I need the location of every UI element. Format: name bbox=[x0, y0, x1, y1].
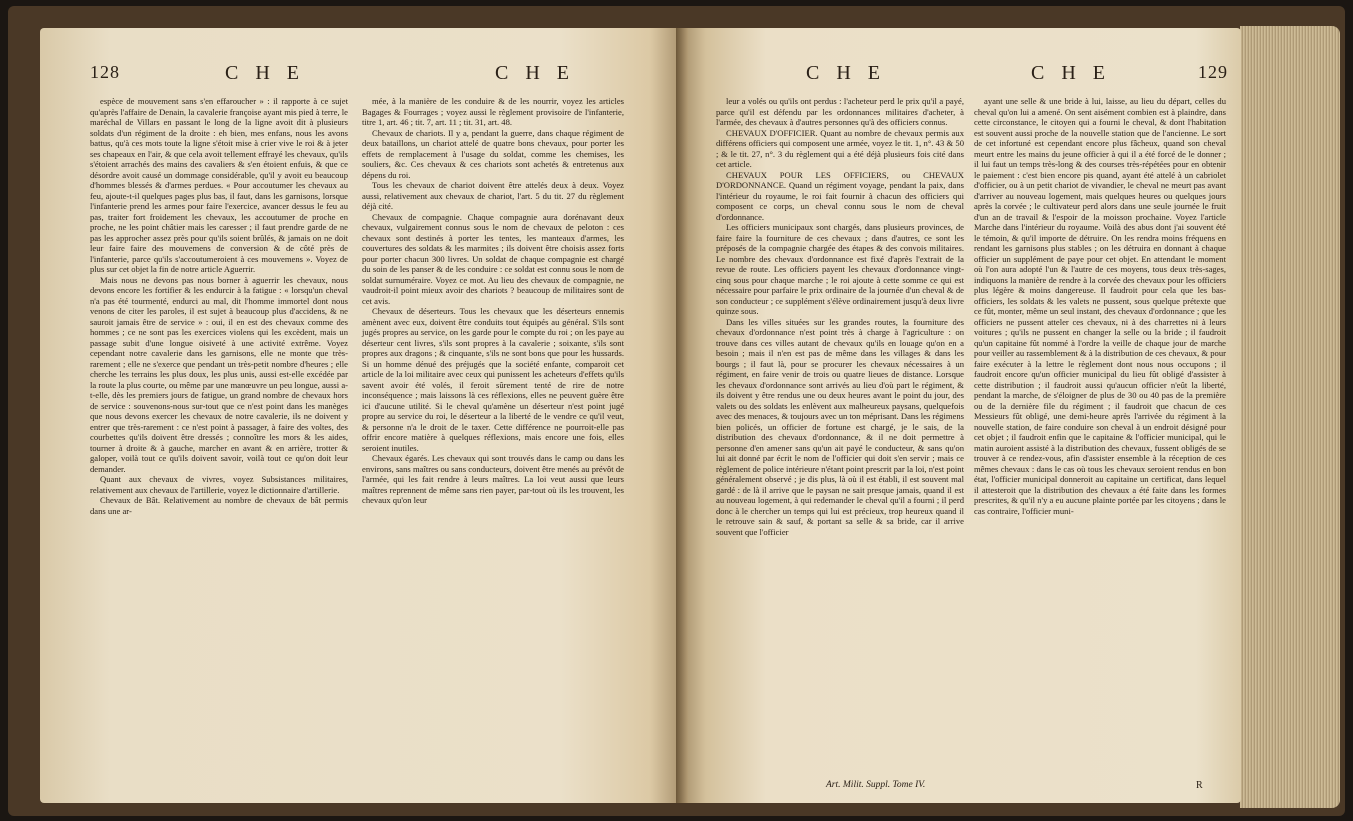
book-gutter bbox=[676, 28, 688, 803]
paragraph: Chevaux de déserteurs. Tous les chevaux que les déserteurs ennemis amènent avec eux, doivent être conduits tout équipés au général. S'ils sont jugés propres au service, on les garde pour le compte du roi ; on les paye au déserteur cent livres, s'ils sont propres à la cavalerie ; soixante, s'ils sont propres aux dragons ; & cinquante, s'ils ne sont bons que pour les hussards. Si un homme dénué des préjugés que la société enfante, comparoit cet article de la loi militaire avec ceux qui punissent les acheteurs d'effets qu'ils savent avoir été volés, il feroit sûrement tenté de rire de notre inconséquence ; mais laissons là ces réflexions, elles ne peuvent guère être ici d'aucune utilité. Si le cheval qu'amène un déserteur n'est point jugé propre au service du roi, le déserteur a la liberté de le vendre ce qu'il veut, & personne n'a le droit de le taxer. Cette différence ne pourroit-elle pas offrir encore matière à quelques réflexions, mais encore une fois, elles seroient inutiles. bbox=[362, 306, 624, 453]
footer-signature-line: Art. Milit. Suppl. Tome IV. bbox=[826, 780, 926, 790]
running-head-right-b: C H E bbox=[1031, 62, 1111, 84]
paragraph: CHEVAUX POUR LES OFFICIERS, ou CHEVAUX D'ORDONNANCE. Quand un régiment voyage, pendant la paix, dans l'intérieur du royaume, le roi fait fournir à chacun des officiers qui composent ce corps, un cheval connu sous le nom de cheval d'ordonnance. bbox=[716, 169, 964, 222]
running-head-right-a: C H E bbox=[806, 62, 886, 84]
page-number-left: 128 bbox=[90, 62, 120, 82]
left-column-1 bbox=[90, 96, 348, 516]
page-number-right: 129 bbox=[1198, 62, 1228, 82]
paragraph: leur a volés ou qu'ils ont perdus : l'acheteur perd le prix qu'il a payé, parce qu'il est défendu par les ordonnances militaires d'acheter, à l'armée, des chevaux à d'autres personnes qu'à des officiers connus. bbox=[716, 96, 964, 127]
right-column-2 bbox=[974, 96, 1226, 516]
paragraph: CHEVAUX D'OFFICIER. Quant au nombre de chevaux permis aux différens officiers qui composent une armée, voyez le tit. 1, n°. 43 & 50 ; & le tit. 27, n°. 3 du règlement qui a été déjà plusieurs fois cité dans cet article. bbox=[716, 127, 964, 169]
paragraph: Tous les chevaux de chariot doivent être attelés deux à deux. Voyez aussi, relativement aux chevaux de chariot, l'art. 5 du tit. 27 du règlement déjà cité. bbox=[362, 180, 624, 211]
paragraph: Mais nous ne devons pas nous borner à aguerrir les chevaux, nous devons encore les fortifier & les endurcir à la fatigue : « lorsqu'un cheval n'a pas été tourmenté, endurci au mal, dit l'homme immortel dont nous venons de citer les paroles, il est sujet à beaucoup plus d'accidens, & ne sauroit jamais être de service » : oui, il en est des chevaux comme des hommes ; ce ne sont pas les exercices violens qui les excèdent, mais un passage subit d'une longue oisiveté à une activité extrême. Voyez cependant notre cavalerie dans les garnisons, elle ne monte que très-rarement ; elle ne s'exerce que pendant un très-petit nombre d'heures ; elle cherche les terrains les plus doux, les plus unis, aussi est-elle excédée par la route la plus courte, ou même par une manœuvre un peu longue, aussi a-t-elle, dès les premiers jours de fatigue, un grand nombre de chevaux hors de service : souvenons-nous sur-tout que ce n'est point dans les manèges que nous devons exercer les chevaux de notre cavalerie, ils ne doivent y entrer que très-rarement : ce n'est point à passager, à faire des voltes, des courbettes qu'ils doivent être dressés ; connoître les mors & les aides, tourner à droite & à gauche, marcher en avant & en arrière, trotter & galoper, voilà tout ce qu'ils doivent savoir, voilà tout ce qu'on doit leur demander. bbox=[90, 274, 348, 474]
paragraph: Dans les villes situées sur les grandes routes, la fourniture des chevaux d'ordonnance n'est point très à charge à l'agriculture : on trouve dans ces villes autant de chevaux qu'ils en louage qu'on en a besoin ; mais il n'en est pas de même dans les villages & dans les bourgs ; il faut là, pour se procurer les chevaux nécessaires à un régiment, en faire venir de trois ou quatre lieues de distance. Lorsque les chevaux d'ordonnance sont arrivés au lieu d'où part le régiment, & ils doivent y être rendus une ou deux heures avant le point du jour, des valets ou des soldats les enlèvent aux malheureux paysans, quelquefois avec des menaces, & toujours avec un ton méprisant. Dans les régimens bien policés, un officier de fortune est chargé, je le sais, de la distribution des chevaux d'ordonnance, & il ne doit permettre à personne d'en amener sans qu'un ait payé le conducteur, & sans qu'on lui ait donné par écrit le nom de l'officier qui doit s'en servir ; mais ce règlement de police intérieure n'étant point prescrit par la loi, n'est point généralement observé ; je dis plus, là où il est établi, il est souvent mal gardé : de là il arrive que le paysan ne sait presque jamais, quand il est au nouveau logement, à qui redemander le cheval qu'il a fourni ; il perd donc à le chercher un temps qui lui est précieux, trop heureux quand il le retrouve sain & sauf, & portant sa selle & sa bride, car il arrive souvent que l'officier bbox=[716, 316, 964, 537]
right-column-1 bbox=[716, 96, 964, 537]
paragraph: Les officiers municipaux sont chargés, dans plusieurs provinces, de faire faire la fourniture de ces chevaux ; dans d'autres, ce sont les préposés de la compagnie chargée des étapes & des convois militaires. Le nombre des chevaux d'ordonnance est fixé d'après l'extrait de la revue de route. Les officiers payent les chevaux d'ordonnance vingt-cinq sous pour chaque marche ; le roi ajoute à cette somme ce qui est nécessaire pour parfaire le prix ordinaire de la journée d'un cheval & de son conducteur ; ce supplément s'élève ordinairement jusqu'à deux livre quinze sous. bbox=[716, 222, 964, 316]
right-page bbox=[676, 28, 1241, 803]
paragraph: Chevaux égarés. Les chevaux qui sont trouvés dans le camp ou dans les environs, sans maîtres ou sans conducteurs, doivent être menés au prévôt de l'armée, qui les fait rendre à leurs maîtres. La loi veut aussi que leurs maîtres reprennent de même sans rien payer, par-tout où ils les trouvent, les chevaux qu'on leur bbox=[362, 453, 624, 505]
paragraph: espèce de mouvement sans s'en effaroucher » : il rapporte à ce sujet qu'après l'affaire de Denain, la cavalerie françoise ayant mis pied à terre, le maréchal de Villars en passant le long de la ligne avoit dit à plusieurs soldats d'un régiment de la droite : eh bien, mes enfans, nous les avons battus, qu'à ces mots toute la ligne s'étoit mise à crier vive le roi & à jeter ses chapeaux en l'air, & que cela avoit tellement effrayé les chevaux, qu'ils s'étoient arrachés des mains des cavaliers & s'en étoient enfuis, & que ce désordre avoit causé un dommage considérable, qu'il y avoit eu beaucoup d'hommes blessés & d'armes perdues. « Pour accoutumer les chevaux au feu, ajoute-t-il quelques pages plus bas, il faut, dans les garnisons, lorsque l'infanterie prend les armes pour faire l'exercice, avancer dessus le feu au pas, traiter fort froidement les chevaux, les accoutumer de proche en proche, ne les point châtier mais les caresser ; il faut prendre garde de ne pas les approcher assez près pour qu'ils soient brûlés, & jamais on ne doit leur faire faire des mouvemens de conversion & de côté près de l'infanterie, parce qu'ils s'accoutumeroient à ces mouvemens ». Voyez de plus sur cet objet la fin de notre article Aguerrir. bbox=[90, 96, 348, 274]
paragraph: mée, à la manière de les conduire & de les nourrir, voyez les articles Bagages & Fourrages ; voyez aussi le règlement provisoire de l'infanterie, titre 1, art. 46 ; tit. 7, art. 11 ; tit. 31, art. 48. bbox=[362, 96, 624, 127]
left-page bbox=[40, 28, 686, 803]
page-edges bbox=[1240, 26, 1340, 808]
signature-mark: R bbox=[1196, 780, 1203, 791]
paragraph: Chevaux de chariots. Il y a, pendant la guerre, dans chaque régiment de deux bataillons, un chariot attelé de quatre bons chevaux, pour porter les effets de remplacement à l'usage du soldat, comme les chemises, les souliers, &c. Ces chevaux & ces chariots sont achetés & entretenus aux dépens du roi. bbox=[362, 127, 624, 180]
paragraph: Chevaux de Bât. Relativement au nombre de chevaux de bât permis dans une ar- bbox=[90, 495, 348, 516]
running-head-left-b: C H E bbox=[495, 62, 575, 84]
left-column-2 bbox=[362, 96, 624, 506]
paragraph: Chevaux de compagnie. Chaque compagnie aura dorénavant deux chevaux, vulgairement connus sous le nom de chevaux de peloton : ces chevaux sont destinés à porter les tentes, les manteaux d'armes, les couvertures des soldats & les marmites ; ils doivent être choisis assez forts pour porter chacun 300 livres. Un soldat de chaque compagnie est chargé du soin de les panser & de les conduire : ce soldat est connu sous le nom de soldat surnuméraire. Voyez ce mot. Au lieu des chevaux de compagnie, ne vaudroit-il point mieux avoir des chariots ? beaucoup de militaires sont de cet avis. bbox=[362, 211, 624, 306]
paragraph: ayant une selle & une bride à lui, laisse, au lieu du départ, celles du cheval qu'on lui a amené. On sent aisément combien est à plaindre, dans cette circonstance, le citoyen qui a fourni le cheval, & dont l'habitation est souvent aussi proche de la nouvelle station que de l'ancienne. Le sort de cet infortuné est cependant encore plus fâcheux, quand son cheval meurt entre les mains du jeune officier à qui il a été forcé de le donner ; il lui faut un temps très-long & des courses très-répétées pour en obtenir le paiement : c'est bien encore pis quand, ayant été attelé à un cabriolet d'officier, ou à un petit chariot de vivandier, le cheval ne meurt pas avant d'arriver au nouveau logement, mais quelques heures ou quelques jours après la corvée ; le cultivateur perd alors dans une seule journée le fruit d'un an de travail & l'espoir de la moisson prochaine. Voyez l'article Marche dans l'intérieur du royaume. Voilà des abus dont j'ai souvent été le témoin, & qu'il importe de détruire. On les rendra moins fréquens en rendant les garnisons plus stables ; on les détruira en donnant à chaque officier un supplément de paye pour cet objet. En attendant le moment où l'on aura adopté l'un & l'autre de ces moyens, tous deux très-sages, indiquons la manière de rendre à la corvée des chevaux pour les officiers plus légère & moins dangereuse. Il faudroit pour cela que les bas-officiers, les soldats & les valets ne pussent, sous quelque prétexte que ce fût, monter, même un seul instant, des chevaux d'ordonnance ; que les officiers ne pussent atteler ces chevaux, ni à des charrettes ni à leurs voitures ; qu'ils ne pussent en changer la selle ou la bride ; il faudroit qu'un capitaine fût nommé à l'ordre la veille de chaque jour de marche pour veiller au rassemblement & à la distribution de ces chevaux, & pour faire exécuter à la lettre le règlement dont nous nous occupons ; il faudroit encore qu'un officier municipal du lieu fût obligé d'assister à cette distribution ; il faudroit aussi qu'aucun officier n'eût la liberté, pendant la marche, de s'éloigner de plus de 30 ou 40 pas de la première ou de la dernière file du régiment ; il faudroit que chacun de ces Messieurs fût obligé, une demi-heure après l'arrivée du régiment à la nouvelle station, de faire conduire son cheval à un endroit désigné pour cet objet ; il faudroit enfin que le capitaine & l'officier municipal, qui le matin auroient assisté à la distribution des chevaux, fussent obligés de se trouver à ce rendez-vous, afin d'assister ensemble à la réception de ces mêmes chevaux : dans le cas où tous les chevaux seroient rendus en bon état, l'officier municipal donneroit au capitaine un certificat, dans lequel il attesteroit que la distribution des chevaux a été faite dans les formes prescrites, & qu'il n'y a eu aucune plainte portée par les citoyens ; dans le cas contraire, l'officier muni- bbox=[974, 96, 1226, 516]
running-head-left-a: C H E bbox=[225, 62, 305, 84]
paragraph: Quant aux chevaux de vivres, voyez Subsistances militaires, relativement aux chevaux de l'artillerie, voyez le dictionnaire d'artillerie. bbox=[90, 474, 348, 495]
